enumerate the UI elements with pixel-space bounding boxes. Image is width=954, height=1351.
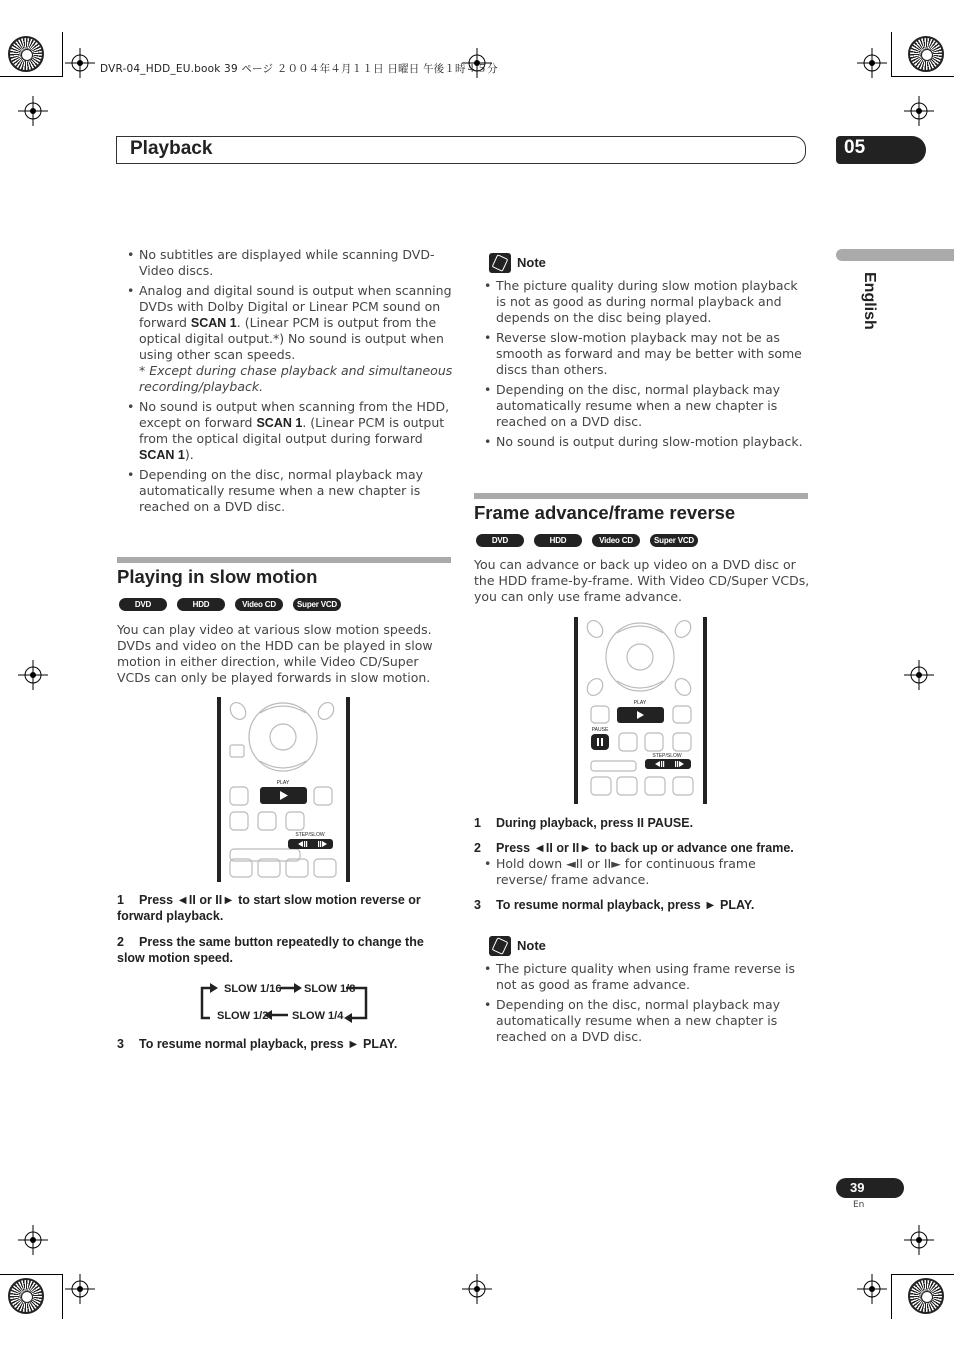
speed-label: SLOW 1/16 — [224, 983, 282, 995]
disc-badge-dvd: DVD — [476, 534, 524, 547]
note-label: Note — [517, 255, 546, 270]
list-item: • Depending on the disc, normal playback may automatically resume when a new chapter is reached on a DVD disc. — [474, 382, 810, 430]
list-item — [117, 467, 453, 515]
slow-motion-notes — [474, 278, 810, 454]
speed-label: SLOW 1/4 — [292, 1010, 344, 1022]
key-label: SCAN 1 — [190, 316, 237, 330]
section-divider — [117, 557, 451, 563]
step-text: Press ◄II or II► to start slow motion reverse or forward playback. — [117, 893, 421, 923]
step-number: 3 — [117, 1037, 124, 1051]
list-item — [117, 399, 453, 463]
disc-badges — [476, 534, 698, 547]
language-tab-bar — [836, 249, 954, 261]
section-title-frame-advance: Frame advance/frame reverse — [474, 502, 736, 523]
footnote: * Except during chase playback and simultaneous recording/playback. — [139, 363, 453, 394]
list-item — [117, 283, 453, 395]
note-pencil-icon — [489, 253, 511, 273]
disc-badge-vcd: Video CD — [235, 598, 283, 611]
disc-badge-dvd: DVD — [119, 598, 167, 611]
registration-burst-icon — [8, 1278, 44, 1314]
page-title: Playback — [130, 138, 213, 159]
play-label: PLAY — [276, 780, 290, 786]
list-item: • Hold down ◄II or II► for continuous frame reverse/ frame advance. — [474, 856, 810, 888]
list-item: • The picture quality when using frame reverse is not as good as frame advance. — [474, 961, 810, 993]
frame-advance-intro: You can advance or back up video on a DVD disc or the HDD frame-by-frame. With Video CD/Super VCDs, you can only use frame advance. — [474, 557, 810, 604]
key-label: SCAN 1 — [256, 416, 303, 430]
speed-label: SLOW 1/8 — [304, 983, 356, 995]
file-info: DVR-04_HDD_EU.book 39 ページ ２００４年４月１１日 日曜日 午後１時４５分 — [100, 63, 498, 75]
list-item-text: Analog and digital sound is output when scanning DVDs with Dolby Digital or Linear PCM sound on forward — [139, 283, 452, 330]
frame-step-3 — [474, 897, 810, 913]
step-number: 1 — [474, 816, 481, 830]
crosshair-icon — [65, 48, 95, 78]
step-number: 3 — [474, 898, 481, 912]
key-label: SCAN 1 — [139, 448, 185, 462]
step-text: To resume normal playback, press ► PLAY. — [139, 1037, 398, 1051]
step-slow-label: STEP/SLOW — [652, 753, 682, 759]
disc-badges — [119, 598, 341, 611]
step-slow-label: STEP/SLOW — [295, 832, 325, 838]
slow-step-1 — [117, 892, 453, 924]
step-text: To resume normal playback, press ► PLAY. — [496, 898, 755, 912]
crosshair-icon — [904, 1225, 934, 1255]
crosshair-icon — [904, 660, 934, 690]
speed-label: SLOW 1/2 — [217, 1010, 269, 1022]
registration-burst-icon — [908, 1278, 944, 1314]
step-number: 2 — [474, 841, 481, 855]
section-title-slow-motion: Playing in slow motion — [117, 566, 318, 587]
list-item: • No sound is output during slow-motion playback. — [474, 434, 810, 450]
section-divider — [474, 493, 808, 499]
note-heading — [489, 935, 546, 956]
remote-illustration-frame — [573, 617, 708, 804]
registration-burst-icon — [908, 36, 944, 72]
disc-badge-svcd: Super VCD — [650, 534, 698, 547]
list-item-text: No sound is output when scanning from the HDD, except on forward — [139, 399, 450, 430]
slow-step-3 — [117, 1036, 453, 1052]
step-text: Press the same button repeatedly to change the slow motion speed. — [117, 935, 424, 965]
note-pencil-icon — [489, 936, 511, 956]
frame-step-1 — [474, 815, 810, 831]
list-item: • Depending on the disc, normal playback may automatically resume when a new chapter is reached on a DVD disc. — [474, 997, 810, 1045]
step-text: During playback, press II PAUSE. — [496, 816, 694, 830]
list-item: • Reverse slow-motion playback may not be as smooth as forward and may be better with some discs than others. — [474, 330, 810, 378]
list-item-text: . (Linear PCM is output from the optical digital output.*) No sound is output when using other scan speeds. — [139, 315, 444, 362]
registration-burst-icon — [8, 36, 44, 72]
slow-step-2 — [117, 934, 453, 966]
step-text: Press ◄II or II► to back up or advance one frame. — [496, 841, 794, 855]
crosshair-icon — [857, 1274, 887, 1304]
list-item: • The picture quality during slow motion playback is not as good as during normal playback and depends on the disc being played. — [474, 278, 810, 326]
slow-motion-intro: You can play video at various slow motion speeds. DVDs and video on the HDD can be played in slow motion in either direction, while Video CD/Super VCDs can only be played forwards in slow motion. — [117, 622, 433, 685]
disc-badge-hdd: HDD — [177, 598, 225, 611]
crosshair-icon — [65, 1274, 95, 1304]
header-bar — [116, 136, 806, 164]
crosshair-icon — [857, 48, 887, 78]
list-item-text: Depending on the disc, normal playback may automatically resume when a new chapter is reached on a DVD disc. — [139, 467, 424, 514]
step-number: 1 — [117, 893, 124, 907]
list-item-text: ). — [184, 447, 194, 462]
crosshair-icon — [18, 660, 48, 690]
disc-badge-svcd: Super VCD — [293, 598, 341, 611]
frame-advance-notes — [474, 961, 810, 1049]
slow-speed-cycle-diagram — [196, 977, 374, 1027]
scan-notes-list — [117, 247, 453, 519]
play-label: PLAY — [633, 700, 647, 706]
remote-illustration-slow — [216, 697, 351, 882]
note-heading — [489, 252, 546, 273]
step-number: 2 — [117, 935, 124, 949]
language-tab-label: English — [861, 272, 878, 330]
crosshair-icon — [462, 1274, 492, 1304]
crosshair-icon — [18, 1225, 48, 1255]
crosshair-icon — [18, 96, 48, 126]
note-label: Note — [517, 938, 546, 953]
disc-badge-hdd: HDD — [534, 534, 582, 547]
list-item — [117, 247, 453, 279]
page-language-code: En — [853, 1200, 865, 1210]
frame-step-2-sublist — [474, 856, 810, 892]
crosshair-icon — [904, 96, 934, 126]
chapter-badge: 05 — [836, 136, 926, 164]
list-item-text: . (Linear PCM is output from the optical digital output during forward — [139, 415, 445, 446]
frame-step-2 — [474, 840, 814, 856]
page-number: 39 — [836, 1178, 904, 1198]
list-item-text: No subtitles are displayed while scanning DVD-Video discs. — [139, 247, 435, 278]
pause-label: PAUSE — [591, 727, 609, 733]
disc-badge-vcd: Video CD — [592, 534, 640, 547]
